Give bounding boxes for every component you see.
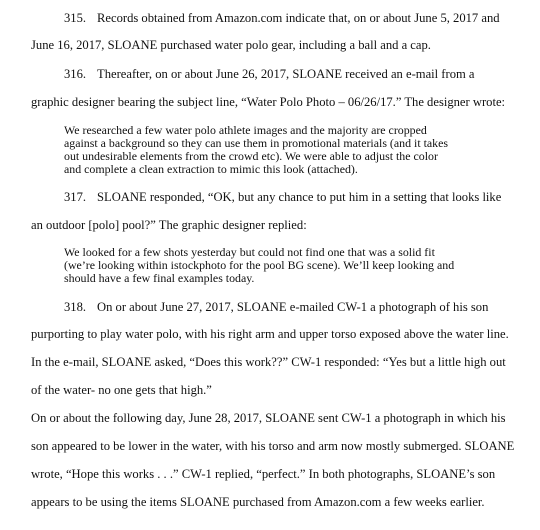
paragraph-318-line-4: of the water- no one gets that high.” bbox=[31, 383, 212, 397]
paragraph-315-line-2: June 16, 2017, SLOANE purchased water polo gear, including a ball and a cap. bbox=[31, 38, 431, 52]
paragraph-318-line-6: son appeared to be lower in the water, with his torso and arm now mostly submerged. SLOANE bbox=[31, 439, 515, 453]
quote-317-line-2: (we’re looking within istockphoto for the pool BG scene). We’ll keep looking and bbox=[64, 258, 455, 272]
paragraph-318-line-2: purporting to play water polo, with his right arm and upper torso exposed above the water line. bbox=[31, 327, 509, 341]
quote-316-line-2: against a background so they can use them in promotional materials (and it takes bbox=[64, 136, 449, 150]
paragraph-315-line-1: 315. Records obtained from Amazon.com indicate that, on or about June 5, 2017 and bbox=[64, 11, 500, 25]
paragraph-318-line-3: In the e-mail, SLOANE asked, “Does this work??” CW-1 responded: “Yes but a little high out bbox=[31, 355, 506, 369]
paragraph-316-line-1: 316. Thereafter, on or about June 26, 2017, SLOANE received an e-mail from a bbox=[64, 67, 475, 81]
paragraph-number-317: 317. bbox=[64, 190, 87, 204]
paragraph-316-line-2: graphic designer bearing the subject line, “Water Polo Photo – 06/26/17.” The designer wrote: bbox=[31, 95, 506, 109]
paragraph-318-line-8: appears to be using the items SLOANE purchased from Amazon.com a few weeks earlier. bbox=[31, 495, 485, 509]
paragraph-number-318: 318. bbox=[64, 300, 87, 314]
quote-316-line-3: out undesirable elements from the crowd etc). We were able to adjust the color bbox=[64, 149, 438, 163]
paragraph-318-line-1: 318. On or about June 27, 2017, SLOANE e-mailed CW-1 a photograph of his son bbox=[64, 300, 489, 314]
paragraph-318-line-5: On or about the following day, June 28, 2017, SLOANE sent CW-1 a photograph in which his bbox=[31, 411, 506, 425]
paragraph-317-line-2: an outdoor [polo] pool?” The graphic designer replied: bbox=[31, 218, 307, 232]
paragraph-318-line-7: wrote, “Hope this works . . .” CW-1 replied, “perfect.” In both photographs, SLOANE’s son bbox=[31, 467, 496, 481]
quote-316-line-1: We researched a few water polo athlete images and the majority are cropped bbox=[64, 123, 427, 137]
quote-317-line-1: We looked for a few shots yesterday but could not find one that was a solid fit bbox=[64, 245, 435, 259]
quote-316-line-4: and complete a clean extraction to mimic this look (attached). bbox=[64, 162, 358, 176]
quote-317-line-3: should have a few final examples today. bbox=[64, 271, 255, 285]
paragraph-number-315: 315. bbox=[64, 11, 87, 25]
paragraph-number-316: 316. bbox=[64, 67, 87, 81]
paragraph-317-line-1: 317. SLOANE responded, “OK, but any chance to put him in a setting that looks like bbox=[64, 190, 502, 204]
